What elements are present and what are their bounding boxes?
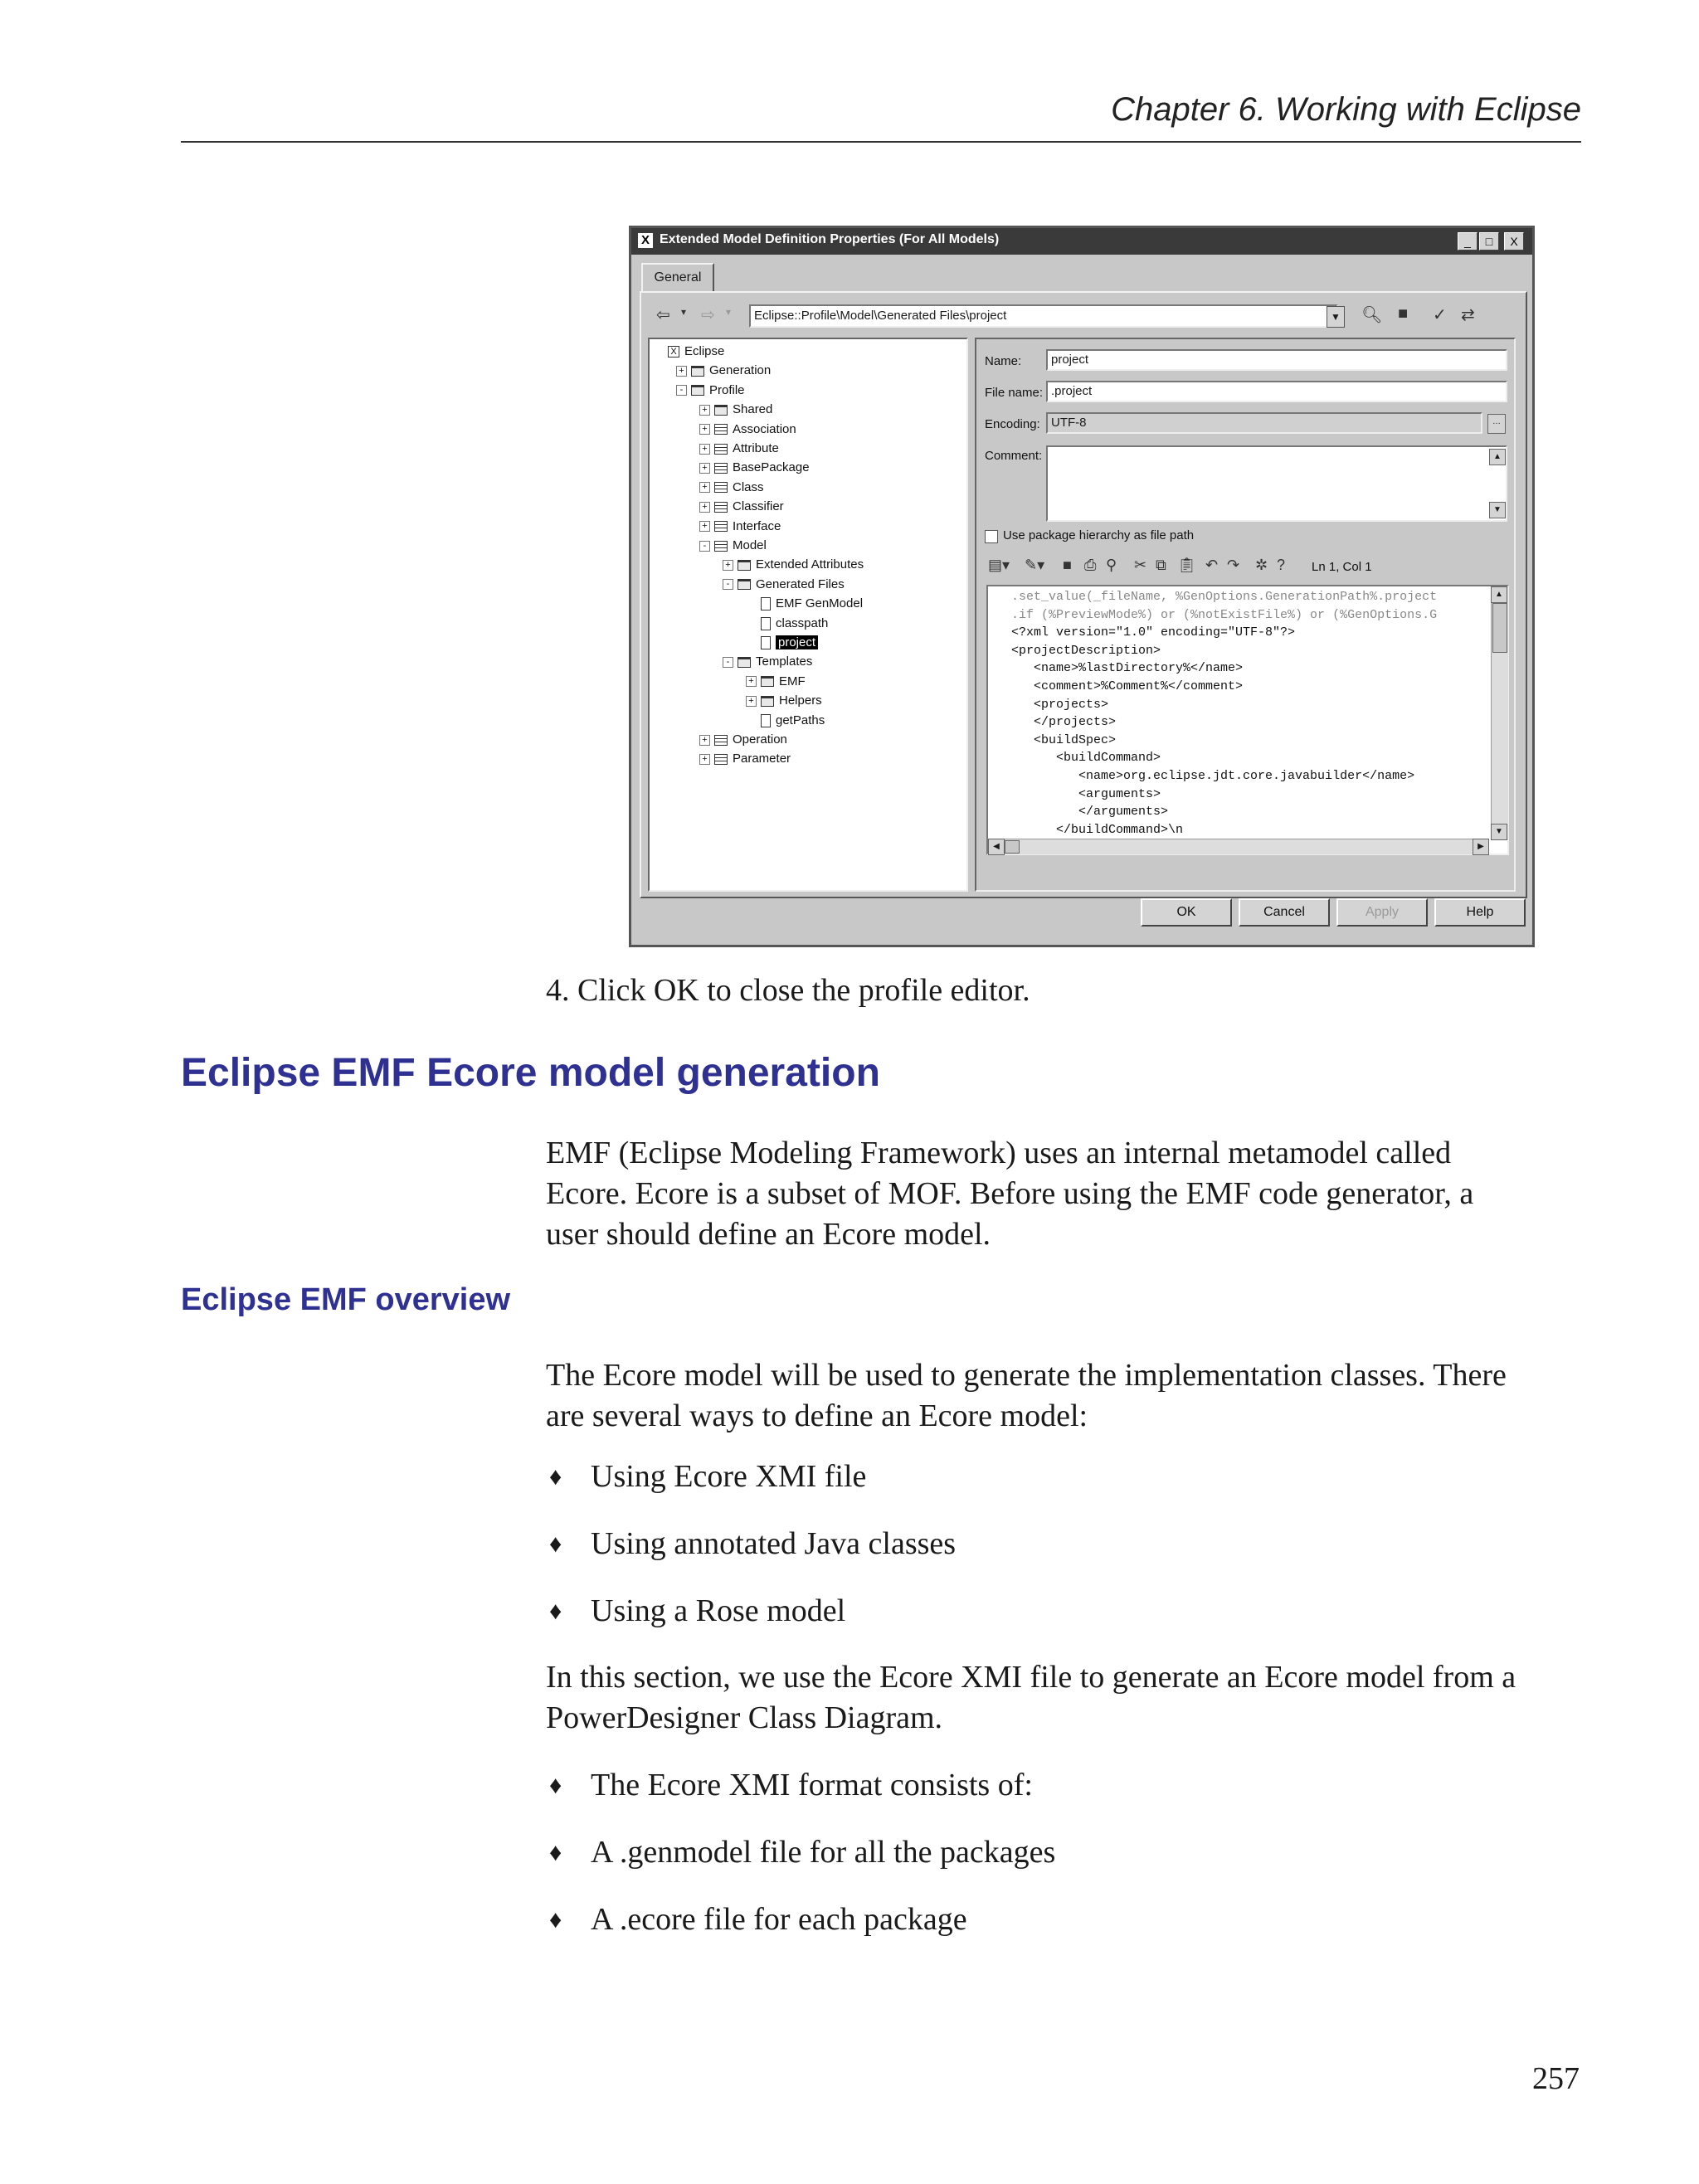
tree-item[interactable] bbox=[699, 537, 767, 555]
collapse-icon[interactable]: - bbox=[676, 385, 687, 396]
tree-item-label: getPaths bbox=[776, 713, 825, 727]
tree-item-label: EMF GenModel bbox=[776, 596, 864, 611]
code-line: <projectDescription> bbox=[1011, 643, 1161, 658]
code-line: <projects> bbox=[1011, 697, 1109, 712]
encoding-field: UTF-8 bbox=[1046, 412, 1482, 434]
forward-arrow-icon[interactable]: ⇨ bbox=[701, 306, 715, 324]
bullet-diamond-icon: ♦ bbox=[549, 1906, 562, 1933]
bullet-diamond-icon: ♦ bbox=[549, 1463, 562, 1491]
folder-icon bbox=[761, 696, 774, 707]
code-line: </projects> bbox=[1011, 715, 1117, 730]
cancel-button[interactable]: Cancel bbox=[1239, 898, 1330, 927]
tree-item[interactable] bbox=[723, 576, 845, 594]
tree-item-label: Classifier bbox=[733, 499, 784, 514]
cursor-position: Ln 1, Col 1 bbox=[1312, 560, 1372, 574]
expand-icon[interactable]: + bbox=[746, 676, 757, 687]
metaclass-icon bbox=[714, 754, 728, 765]
bullet-text: A .ecore file for each package bbox=[591, 1902, 967, 1937]
replace-icon[interactable]: ⇄ bbox=[1461, 306, 1475, 324]
step-4-text: 4. Click OK to close the profile editor. bbox=[546, 973, 1030, 1008]
expand-icon[interactable]: + bbox=[676, 366, 687, 377]
running-header bbox=[181, 91, 1581, 143]
properties-dialog bbox=[629, 226, 1535, 947]
dialog-titlebar[interactable] bbox=[631, 228, 1532, 255]
tree-item-label: Shared bbox=[733, 402, 773, 417]
expand-icon[interactable]: + bbox=[699, 463, 710, 474]
expand-icon[interactable]: + bbox=[699, 482, 710, 493]
bullet-text: The Ecore XMI format consists of: bbox=[591, 1768, 1033, 1802]
tree-item-label: Helpers bbox=[779, 693, 822, 708]
tab-general[interactable]: General bbox=[641, 263, 714, 293]
minimize-button[interactable]: _ bbox=[1458, 232, 1477, 251]
metaclass-icon bbox=[714, 482, 728, 493]
tree-item-label: Operation bbox=[733, 732, 787, 747]
subsection-heading: Eclipse EMF overview bbox=[181, 1282, 511, 1317]
tree-item[interactable] bbox=[676, 362, 771, 380]
comment-field[interactable] bbox=[1046, 445, 1507, 522]
editor-scroll-left-icon[interactable]: ◀ bbox=[988, 839, 1005, 855]
file-icon bbox=[761, 597, 771, 610]
folder-icon bbox=[691, 366, 704, 377]
bullet-diamond-icon: ♦ bbox=[549, 1598, 562, 1625]
code-line: .set_value(_fileName, %GenOptions.GenerationPath%.project bbox=[1011, 590, 1438, 604]
metaclass-icon bbox=[714, 735, 728, 746]
package-hierarchy-checkbox[interactable] bbox=[985, 530, 998, 543]
expand-icon[interactable]: + bbox=[699, 754, 710, 765]
filename-field[interactable]: .project bbox=[1046, 381, 1507, 402]
back-arrow-icon[interactable]: ⇦ bbox=[656, 306, 670, 324]
spellcheck-icon[interactable]: ✓ bbox=[1433, 306, 1447, 324]
collapse-icon[interactable]: - bbox=[699, 541, 710, 552]
tree-item-label: classpath bbox=[776, 615, 829, 630]
help-icon[interactable]: ? bbox=[1277, 557, 1286, 573]
menu-icon[interactable]: ▤▾ bbox=[988, 557, 1010, 573]
tree-item[interactable] bbox=[746, 595, 863, 613]
tree-item-label: Model bbox=[733, 538, 767, 552]
edit-icon[interactable]: ✎▾ bbox=[1025, 557, 1045, 573]
metaclass-icon bbox=[714, 444, 728, 455]
chapter-title: Chapter 6. Working with Eclipse bbox=[1111, 91, 1581, 128]
expand-icon[interactable]: + bbox=[699, 521, 710, 532]
editor-horizontal-scrollbar[interactable] bbox=[988, 839, 1489, 854]
template-editor[interactable] bbox=[986, 585, 1509, 855]
metaclass-icon bbox=[714, 541, 728, 552]
metaclass-icon bbox=[714, 521, 728, 532]
tree-pane[interactable] bbox=[648, 338, 968, 892]
folder-icon bbox=[738, 657, 751, 668]
tree-item-label: project bbox=[776, 635, 818, 649]
ok-button[interactable]: OK bbox=[1141, 898, 1232, 927]
copy-icon[interactable]: ⧉ bbox=[1156, 557, 1166, 573]
paragraph-line: are several ways to define an Ecore model: bbox=[546, 1398, 1088, 1433]
paragraph-section-intro bbox=[546, 1657, 1516, 1739]
name-field[interactable]: project bbox=[1046, 349, 1507, 371]
save-icon[interactable]: ■ bbox=[1398, 304, 1409, 323]
folder-icon bbox=[761, 676, 774, 687]
code-line: <buildSpec> bbox=[1011, 732, 1117, 747]
expand-icon[interactable]: + bbox=[699, 502, 710, 513]
expand-icon[interactable]: + bbox=[746, 696, 757, 707]
tree-item[interactable] bbox=[699, 440, 779, 458]
insert-icon[interactable]: ✲ bbox=[1255, 557, 1268, 573]
code-line: <comment>%Comment%</comment> bbox=[1011, 679, 1244, 693]
chevron-down-icon[interactable]: ▼ bbox=[1327, 306, 1345, 328]
forward-dropdown-icon[interactable]: ▾ bbox=[726, 306, 732, 318]
tree-item-label: Generation bbox=[709, 363, 772, 378]
folder-icon bbox=[691, 385, 704, 396]
metaclass-icon bbox=[714, 424, 728, 435]
tree-item-label: Class bbox=[733, 479, 764, 494]
comment-scroll-up-icon[interactable]: ▲ bbox=[1489, 449, 1506, 465]
section-heading: Eclipse EMF Ecore model generation bbox=[181, 1051, 880, 1095]
paragraph-line: Ecore. Ecore is a subset of MOF. Before using the EMF code generator, a bbox=[546, 1176, 1474, 1211]
filename-label: File name: bbox=[985, 386, 1044, 400]
tree-item-label: EMF bbox=[779, 674, 806, 688]
tree-item-label: BasePackage bbox=[733, 460, 810, 475]
paste-icon[interactable]: 📋︎ bbox=[1177, 557, 1196, 573]
tree-item[interactable] bbox=[699, 421, 796, 439]
tree-item[interactable] bbox=[699, 750, 791, 768]
editor-scroll-up-icon[interactable]: ▲ bbox=[1491, 586, 1507, 603]
page-number: 257 bbox=[1532, 2061, 1580, 2096]
code-line: <name>org.eclipse.jdt.core.javabuilder</name> bbox=[1011, 769, 1415, 783]
encoding-label: Encoding: bbox=[985, 417, 1040, 431]
template-icon bbox=[761, 714, 771, 727]
path-combo[interactable]: Eclipse::Profile\Model\Generated Files\project bbox=[749, 304, 1338, 328]
comment-scroll-down-icon[interactable]: ▼ bbox=[1489, 502, 1506, 518]
code-line: </arguments> bbox=[1011, 805, 1169, 820]
paragraph-line: The Ecore model will be used to generate the implementation classes. There bbox=[546, 1358, 1507, 1393]
tree-item-label: Parameter bbox=[733, 752, 791, 766]
code-line: <?xml version="1.0" encoding="UTF-8"?> bbox=[1011, 625, 1296, 640]
back-dropdown-icon[interactable]: ▾ bbox=[681, 306, 687, 318]
maximize-button[interactable]: □ bbox=[1479, 232, 1499, 251]
tree-item-label: Eclipse bbox=[684, 344, 725, 358]
expand-icon[interactable]: + bbox=[699, 405, 710, 416]
dialog-app-icon: X bbox=[638, 233, 653, 248]
name-label: Name: bbox=[985, 354, 1022, 368]
code-line: <name>%lastDirectory%</name> bbox=[1011, 661, 1244, 676]
tree-item[interactable] bbox=[699, 498, 784, 516]
tree-item-label: Association bbox=[733, 421, 796, 436]
tree-item[interactable] bbox=[746, 634, 818, 652]
code-line: <buildCommand> bbox=[1011, 751, 1161, 766]
tree-item[interactable] bbox=[723, 556, 864, 574]
tree-item[interactable] bbox=[653, 343, 724, 361]
bullet-text: Using Ecore XMI file bbox=[591, 1459, 867, 1494]
print-icon[interactable]: ⎙ bbox=[1084, 557, 1097, 573]
tree-item[interactable] bbox=[676, 382, 745, 400]
paragraph-line: PowerDesigner Class Diagram. bbox=[546, 1700, 943, 1735]
file-icon bbox=[761, 636, 771, 649]
paragraph-line: In this section, we use the Ecore XMI file to generate an Ecore model from a bbox=[546, 1660, 1516, 1695]
expand-icon[interactable]: + bbox=[699, 424, 710, 435]
metaclass-icon bbox=[714, 502, 728, 513]
expand-icon[interactable]: + bbox=[723, 560, 733, 571]
bullet-text: Using annotated Java classes bbox=[591, 1526, 957, 1561]
paragraph-emf-intro bbox=[546, 1133, 1473, 1255]
find-icon[interactable]: 🔍︎ bbox=[1361, 306, 1383, 324]
tree-item-label: Generated Files bbox=[756, 576, 845, 591]
collapse-icon[interactable]: - bbox=[723, 657, 733, 668]
code-line: .if (%PreviewMode%) or (%notExistFile%) or (%GenOptions.G bbox=[1011, 607, 1438, 622]
tree-item[interactable] bbox=[723, 653, 812, 671]
close-button[interactable]: X bbox=[1504, 232, 1524, 251]
bullet-text: Using a Rose model bbox=[591, 1593, 846, 1628]
tree-item[interactable] bbox=[746, 673, 806, 691]
expand-icon[interactable]: + bbox=[699, 444, 710, 455]
root-icon: X bbox=[668, 346, 679, 358]
folder-icon bbox=[738, 579, 751, 590]
save-icon[interactable]: ■ bbox=[1063, 557, 1072, 573]
editor-scroll-down-icon[interactable]: ▼ bbox=[1491, 824, 1507, 840]
tree-item[interactable] bbox=[746, 692, 822, 710]
dialog-title: Extended Model Definition Properties (For All Models) bbox=[660, 232, 1000, 246]
undo-icon[interactable]: ↶ bbox=[1205, 557, 1219, 573]
folder-icon bbox=[714, 405, 728, 416]
paragraph-line: user should define an Ecore model. bbox=[546, 1217, 991, 1252]
code-line: <arguments> bbox=[1011, 786, 1161, 801]
help-button[interactable]: Help bbox=[1434, 898, 1526, 927]
apply-button[interactable]: Apply bbox=[1336, 898, 1428, 927]
editor-scroll-right-icon[interactable]: ▶ bbox=[1473, 839, 1489, 855]
tree-item[interactable] bbox=[699, 731, 787, 749]
bullet-diamond-icon: ♦ bbox=[549, 1839, 562, 1866]
editor-hscroll-thumb[interactable] bbox=[1005, 840, 1020, 854]
find-icon[interactable]: ⚲ bbox=[1106, 557, 1117, 573]
expand-icon[interactable]: + bbox=[699, 735, 710, 746]
comment-label: Comment: bbox=[985, 449, 1043, 463]
paragraph-line: EMF (Eclipse Modeling Framework) uses an internal metamodel called bbox=[546, 1136, 1452, 1170]
tree-item[interactable] bbox=[699, 518, 781, 536]
encoding-browse-button[interactable]: … bbox=[1487, 414, 1506, 434]
tree-item[interactable] bbox=[746, 615, 828, 633]
tree-item[interactable] bbox=[699, 401, 772, 419]
tree-item[interactable] bbox=[699, 479, 764, 497]
tree-item-label: Profile bbox=[709, 382, 745, 397]
tree-item-label: Templates bbox=[756, 654, 813, 669]
tree-item-label: Extended Attributes bbox=[756, 557, 864, 572]
paragraph-ecore-model bbox=[546, 1355, 1507, 1437]
tree-item[interactable] bbox=[699, 459, 810, 477]
code-line: </buildCommand>\n bbox=[1011, 822, 1184, 837]
package-hierarchy-label: Use package hierarchy as file path bbox=[1003, 528, 1195, 542]
editor-scroll-thumb[interactable] bbox=[1492, 603, 1507, 653]
tree-item-label: Attribute bbox=[733, 441, 779, 455]
metaclass-icon bbox=[714, 463, 728, 474]
bullet-diamond-icon: ♦ bbox=[549, 1772, 562, 1799]
tree-item[interactable] bbox=[746, 712, 825, 730]
cut-icon[interactable]: ✂ bbox=[1134, 557, 1147, 573]
redo-icon[interactable]: ↷ bbox=[1227, 557, 1240, 573]
collapse-icon[interactable]: - bbox=[723, 579, 733, 590]
folder-icon bbox=[738, 560, 751, 571]
file-icon bbox=[761, 617, 771, 630]
bullet-diamond-icon: ♦ bbox=[549, 1530, 562, 1558]
tree-item-label: Interface bbox=[733, 518, 781, 533]
bullet-text: A .genmodel file for all the packages bbox=[591, 1835, 1056, 1870]
